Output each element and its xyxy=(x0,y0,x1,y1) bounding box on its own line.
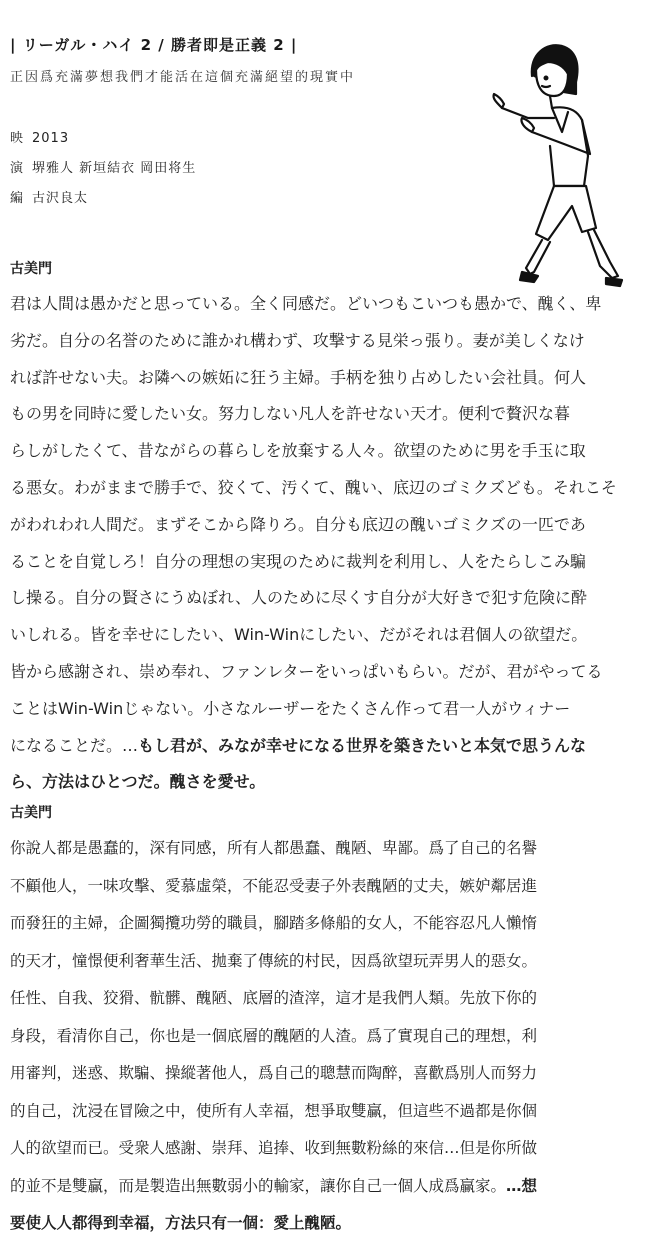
jp-line: 皆から感謝され、崇め奉れ、ファンレターをいっぱいもらい。だが、君がやってる xyxy=(10,661,603,681)
jp-line xyxy=(10,764,655,801)
credit-label: 演 xyxy=(10,161,25,176)
credit-value: 2013 xyxy=(32,131,70,146)
jp-quote xyxy=(10,286,655,801)
jp-line: し操る。自分の賢さにうぬぼれ、人のために尽くす自分が大好きで犯す危険に酔 xyxy=(10,588,587,608)
credit-value: 古沢良太 xyxy=(32,191,89,206)
page-title: | リーガル・ハイ 2 / 勝者即是正義 2 | xyxy=(10,36,298,54)
zh-speaker: 古美門 xyxy=(10,805,52,821)
jp-line: もの男を同時に愛したい女。努力しない凡人を許せない天才。便利で贅沢な暮 xyxy=(10,404,571,424)
jp-line: 劣だ。自分の名誉のために誰かれ構わず、攻撃する見栄っ張り。妻が美しくなけ xyxy=(10,330,585,350)
jp-line: る悪女。わがままで勝手で、狡くて、汚くて、醜い、底辺のゴミクズども。それこそ xyxy=(10,477,617,497)
credits xyxy=(10,124,196,214)
zh-line: 用審判，迷惑、欺騙、操縱著他人，爲自己的聰慧而陶醉，喜歡爲別人而努力 xyxy=(10,1064,538,1082)
zh-line: 不顧他人，一味攻擊、愛慕虛榮，不能忍受妻子外表醜陋的丈夫，嫉妒鄰居進 xyxy=(10,876,538,895)
jp-bold-text: ら、方法はひとつだ。醜さを愛せ。 xyxy=(10,772,266,792)
jp-line xyxy=(10,728,655,765)
zh-line: 身段，看清你自己，你也是一個底層的醜陋的人渣。爲了實現自己的理想，利 xyxy=(10,1026,538,1045)
zh-line: 任性、自我、狡猾、骯髒、醜陋、底層的渣滓，這才是我們人類。先放下你的 xyxy=(10,989,538,1007)
zh-line: 而發狂的主婦，企圖獨攬功勞的職員，腳踏多條船的女人，不能容忍凡人懶惰 xyxy=(10,914,538,932)
zh-line: 你說人都是愚蠢的，深有同感，所有人都愚蠢、醜陋、卑鄙。爲了自己的名譽 xyxy=(10,839,538,857)
page-subtitle: 正因爲充滿夢想我們才能活在這個充滿絕望的現實中 xyxy=(10,70,356,85)
zh-line: 的自己，沈浸在冒險之中，使所有人幸福，想爭取雙贏，但這些不過都是你個 xyxy=(10,1101,538,1120)
jp-line: らしがしたくて、昔ながらの暮らしを放棄する人々。欲望のために男を手玉に取 xyxy=(10,441,586,461)
zh-line xyxy=(10,1205,655,1243)
zh-bold-text: …想 xyxy=(506,1176,538,1195)
zh-quote xyxy=(10,830,655,1243)
jp-text: になることだ。… xyxy=(10,735,139,755)
credit-year xyxy=(10,124,196,154)
woman-illustration xyxy=(472,36,632,296)
jp-line: ことはWin-Winじゃない。小さなルーザーをたくさん作って君一人がウィナー xyxy=(10,698,571,718)
jp-line: れば許せない夫。お隣への嫉妬に狂う主婦。手柄を独り占めしたい会社員。何人 xyxy=(10,367,587,387)
zh-line xyxy=(10,1168,655,1206)
credit-value: 堺雅人 新垣結衣 岡田将生 xyxy=(32,161,197,176)
jp-line: がわれわれ人間だ。まずそこから降りろ。自分も底辺の醜いゴミクズの一匹であ xyxy=(10,514,586,534)
jp-speaker: 古美門 xyxy=(10,261,52,277)
jp-line: ることを自覚しろ！自分の理想の実現のために裁判を利用し、人をたらしこみ騙 xyxy=(10,551,587,571)
credit-writer xyxy=(10,184,196,214)
jp-line: いしれる。皆を幸せにしたい、Win-Winにしたい、だがそれは君個人の欲望だ。 xyxy=(10,625,588,645)
zh-line: 人的欲望而已。受衆人感謝、崇拜、追捧、收到無數粉絲的來信…但是你所做 xyxy=(10,1139,538,1157)
credit-label: 映 xyxy=(10,131,25,146)
zh-text: 的並不是雙贏，而是製造出無數弱小的輸家，讓你自己一個人成爲贏家。 xyxy=(10,1176,507,1195)
jp-line: 君は人間は愚かだと思っている。全く同感だ。どいつもこいつも愚かで、醜く、卑 xyxy=(10,294,602,313)
credit-cast xyxy=(10,154,196,184)
credit-label: 編 xyxy=(10,191,25,206)
zh-bold-text: 要使人人都得到幸福，方法只有一個：愛上醜陋。 xyxy=(10,1214,352,1232)
jp-bold-text: もし君が、みなが幸せになる世界を築きたいと本気で思うんな xyxy=(138,735,587,755)
zh-line: 的天才，憧憬便利奢華生活、拋棄了傳統的村民，因爲欲望玩弄男人的惡女。 xyxy=(10,951,538,970)
